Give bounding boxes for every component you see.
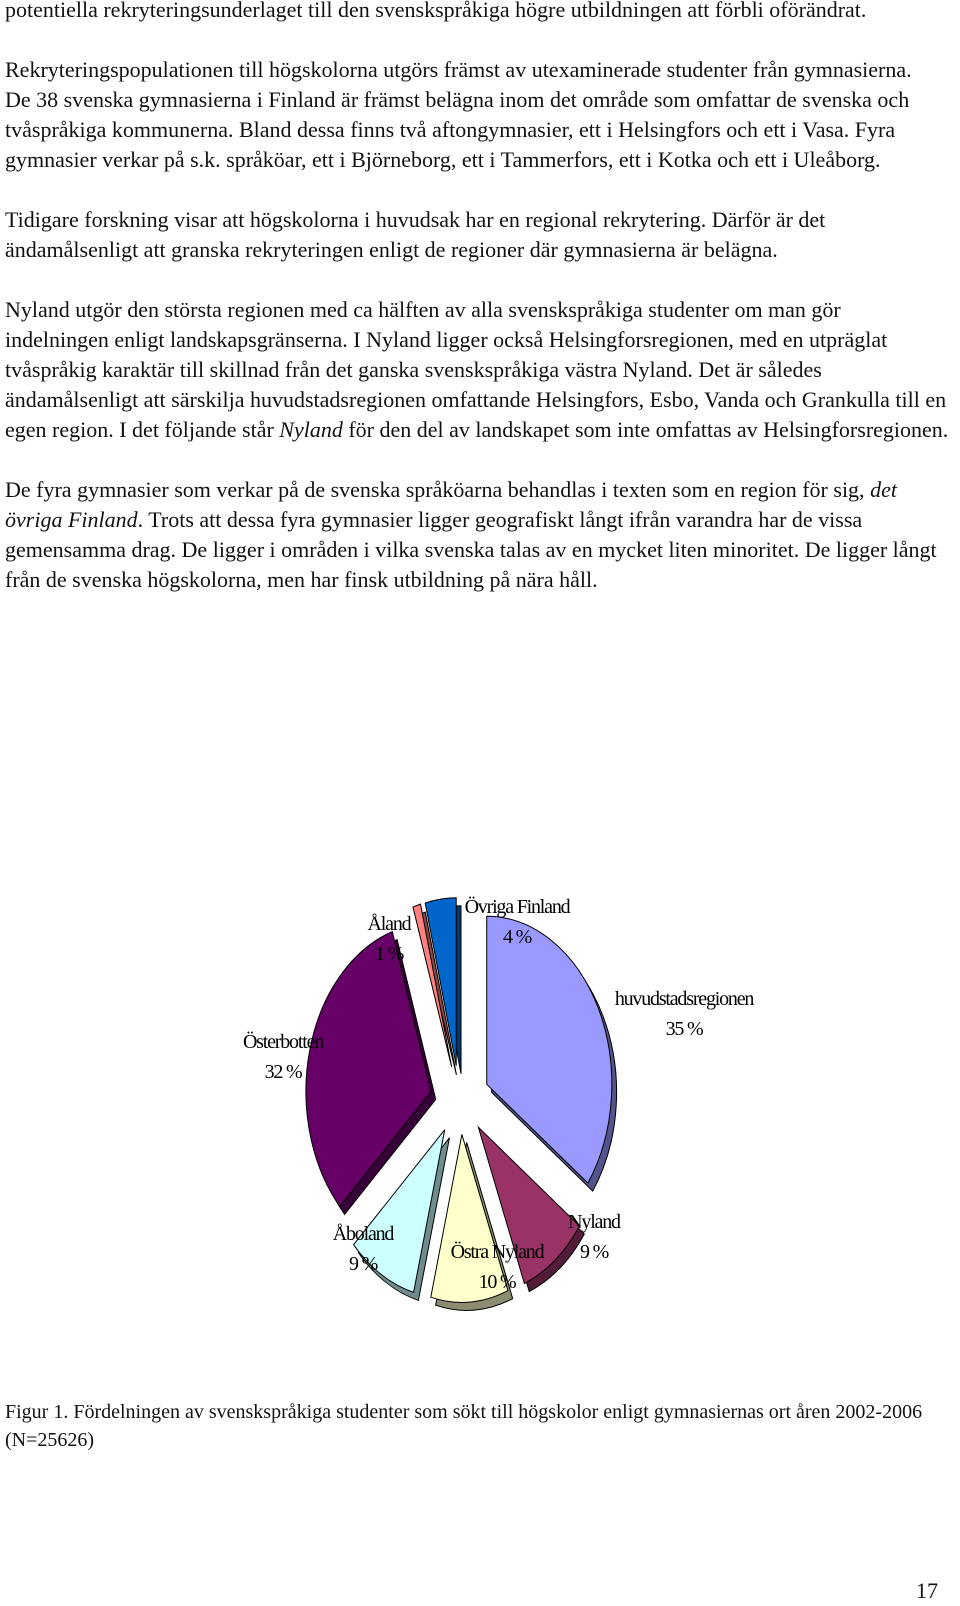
figure-caption: Figur 1. Fördelningen av svenskspråkiga studenter som sökt till högskolor enligt gymnasiernas ort åren 2002-2006 (N=25626) bbox=[5, 1401, 923, 1451]
slice-label-osterbotten: Österbotten bbox=[242, 1031, 324, 1053]
pie-slice-osterbotten bbox=[306, 932, 431, 1207]
slice-value-ostra-nyland: 10 % bbox=[478, 1271, 516, 1293]
pie-chart bbox=[0, 880, 960, 1380]
slice-value-huvudstadsregionen: 35 % bbox=[665, 1018, 703, 1040]
pie-slice-ovriga-finland bbox=[425, 898, 456, 1066]
slice-value-osterbotten: 32 % bbox=[264, 1061, 302, 1083]
paragraph-5 bbox=[5, 295, 950, 445]
paragraph-6-part-1: De fyra gymnasier som verkar på de svenska språköarna behandlas i texten som en region för sig, bbox=[5, 477, 871, 502]
paragraph-6-emphasis: det övriga Finland bbox=[5, 477, 897, 532]
body-text bbox=[5, 0, 950, 625]
slice-label-ostra-nyland: Östra Nyland bbox=[450, 1241, 544, 1263]
slice-label-aboland: Åboland bbox=[332, 1223, 394, 1245]
slice-label-nyland: Nyland bbox=[568, 1211, 620, 1233]
paragraph-5-emphasis: Nyland bbox=[279, 417, 343, 442]
paragraph-2: Rekryteringspopulationen till högskolorna utgörs främst av utexaminerade studenter från gymnasierna. bbox=[5, 57, 912, 82]
pie-slice-huvudstadsregionen bbox=[487, 916, 612, 1183]
slice-label-aland: Åland bbox=[367, 913, 411, 935]
paragraph-1: potentiella rekryteringsunderlaget till den svenskspråkiga högre utbildningen att förbli oförändrat. bbox=[5, 0, 867, 22]
paragraph-5-part-2: för den del av landskapet som inte omfattas av Helsingforsregionen. bbox=[342, 417, 949, 442]
paragraph-5-part-1: Nyland utgör den största regionen med ca hälften av alla svenskspråkiga studenter om man gör indelningen enligt landskapsgränserna. I Nyland ligger också Helsingforsregionen, med en utpräglat tvåspråkig karaktär till skillnad från det ganska svenskspråkiga västra Nyland. Det är således ändamålsenligt att särskilja huvudstadsregionen omfattande Helsingfors, Esbo, Vanda och Grankulla till en egen region. I det följande står bbox=[5, 297, 947, 442]
paragraph-6-part-2: . Trots att dessa fyra gymnasier ligger geografiskt långt ifrån varandra har de vissa gemensamma drag. De ligger i områden i vilka svenska talas av en mycket liten minoritet. De ligger långt från de svenska högskolorna, men har finsk utbildning på nära håll. bbox=[5, 507, 937, 592]
paragraph-6 bbox=[5, 475, 950, 595]
slice-value-nyland: 9 % bbox=[579, 1241, 609, 1263]
paragraph-4: Tidigare forskning visar att högskolorna i huvudsak har en regional rekrytering. Därför är det ändamålsenligt att granska rekryteringen enligt de regioner där gymnasierna är belägna. bbox=[5, 207, 826, 262]
slice-value-aboland: 9 % bbox=[348, 1253, 378, 1275]
slice-label-ovriga-finland: Övriga Finland bbox=[464, 896, 570, 918]
slice-value-aland: 1 % bbox=[374, 943, 404, 965]
paragraph-3: De 38 svenska gymnasierna i Finland är främst belägna inom det område som omfattar de svenska och tvåspråkiga kommunerna. Bland dessa finns två aftongymnasier, ett i Helsingfors och ett i Vasa. Fyra gymnasier verkar på s.k. språköar, ett i Björneborg, ett i Tammerfors, ett i Kotka och ett i Uleåborg. bbox=[5, 87, 910, 172]
slice-label-huvudstadsregionen: huvudstadsregionen bbox=[614, 988, 754, 1010]
slice-value-ovriga-finland: 4 % bbox=[502, 926, 532, 948]
page-number: 17 bbox=[916, 1578, 938, 1603]
